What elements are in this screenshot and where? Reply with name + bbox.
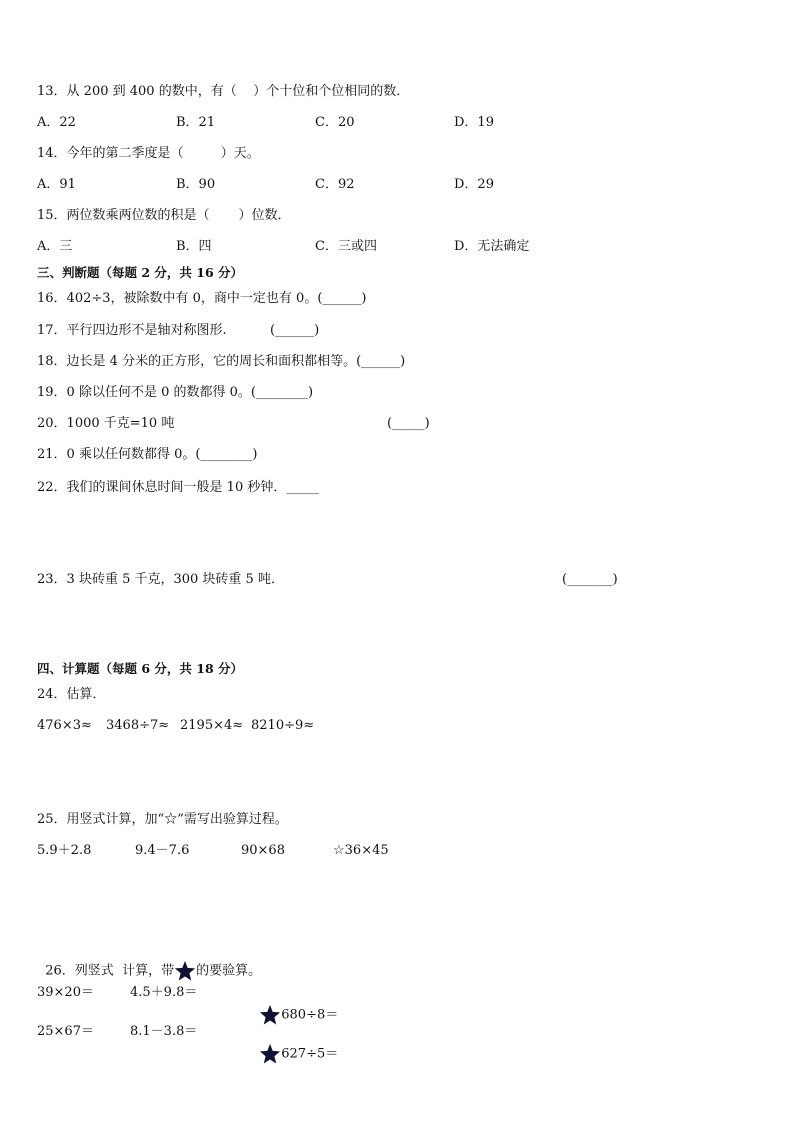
q24-item-4: 8210÷9≈ <box>251 718 315 733</box>
q26-stem-after: 的要验算。 <box>196 963 262 979</box>
question-15-stem: 15．两位数乘两位数的积是（ ）位数． <box>37 208 291 223</box>
question-22: 22．我们的课间休息时间一般是 10 秒钟．_____ <box>37 480 319 495</box>
question-19: 19．0 除以任何不是 0 的数都得 0。(________) <box>37 385 314 400</box>
q26-row1-item-2: 4.5＋9.8＝ <box>130 985 198 1000</box>
q26-row2-item-1: 25×67＝ <box>37 1024 94 1039</box>
q13-option-a: A．22 <box>37 115 76 130</box>
q25-item-3: 90×68 <box>241 843 285 858</box>
question-16: 16．402÷3，被除数中有 0，商中一定也有 0。(______) <box>37 291 367 306</box>
question-13-stem: 13．从 200 到 400 的数中，有（ ）个十位和个位相同的数． <box>37 84 410 99</box>
q14-option-b: B．90 <box>176 177 216 192</box>
q14-option-a: A．91 <box>37 177 76 192</box>
question-23-blank[interactable]: (_______) <box>562 572 618 587</box>
q25-item-4: ☆36×45 <box>333 843 389 858</box>
q15-option-a: A．三 <box>37 239 73 254</box>
q26-row1-item-3: 680÷8＝ <box>281 1007 339 1023</box>
question-20: 20．1000 千克=10 吨 <box>37 416 175 431</box>
q13-option-b: B．21 <box>176 115 216 130</box>
question-25-stem: 25．用竖式计算，加“☆”需写出验算过程。 <box>37 812 288 827</box>
star-icon <box>259 1043 281 1065</box>
section-4-title: 四、计算题（每题 6 分，共 18 分） <box>37 661 244 676</box>
question-20-blank[interactable]: (_____) <box>387 416 430 431</box>
q15-option-c: C．三或四 <box>315 239 377 254</box>
q26-row2-item-3: 627÷5＝ <box>281 1046 339 1062</box>
q15-option-b: B．四 <box>176 239 212 254</box>
section-3-title: 三、判断题（每题 2 分，共 16 分） <box>37 265 244 280</box>
q26-stem-before: 26．列竖式 计算，带 <box>45 963 175 979</box>
q14-option-d: D．29 <box>454 177 494 192</box>
question-17-blank[interactable]: (______) <box>270 323 320 338</box>
q26-row2-item-2: 8.1－3.8＝ <box>130 1024 198 1039</box>
q26-row1-item-1: 39×20＝ <box>37 985 94 1000</box>
q13-option-d: D．19 <box>454 115 494 130</box>
q26-row2-item-3-wrap <box>251 1021 338 1066</box>
q13-option-c: C．20 <box>315 115 355 130</box>
q14-option-c: C．92 <box>315 177 355 192</box>
q24-item-3: 2195×4≈ <box>180 718 244 733</box>
question-26-stem <box>37 938 261 983</box>
q26-row1-item-3-wrap <box>251 982 338 1027</box>
q25-item-2: 9.4－7.6 <box>135 843 190 858</box>
q25-item-1: 5.9＋2.8 <box>37 843 92 858</box>
question-21: 21．0 乘以任何数都得 0。(________) <box>37 447 258 462</box>
question-14-stem: 14．今年的第二季度是（ ）天。 <box>37 146 260 161</box>
q24-item-1: 476×3≈ <box>37 718 92 733</box>
question-23: 23．3 块砖重 5 千克，300 块砖重 5 吨． <box>37 572 284 587</box>
q24-item-2: 3468÷7≈ <box>106 718 170 733</box>
question-18: 18．边长是 4 分米的正方形，它的周长和面积都相等。(______) <box>37 354 406 369</box>
star-icon <box>174 960 196 982</box>
question-24-stem: 24．估算． <box>37 687 106 702</box>
question-17: 17．平行四边形不是轴对称图形. <box>37 323 227 338</box>
q15-option-d: D．无法确定 <box>454 239 530 254</box>
